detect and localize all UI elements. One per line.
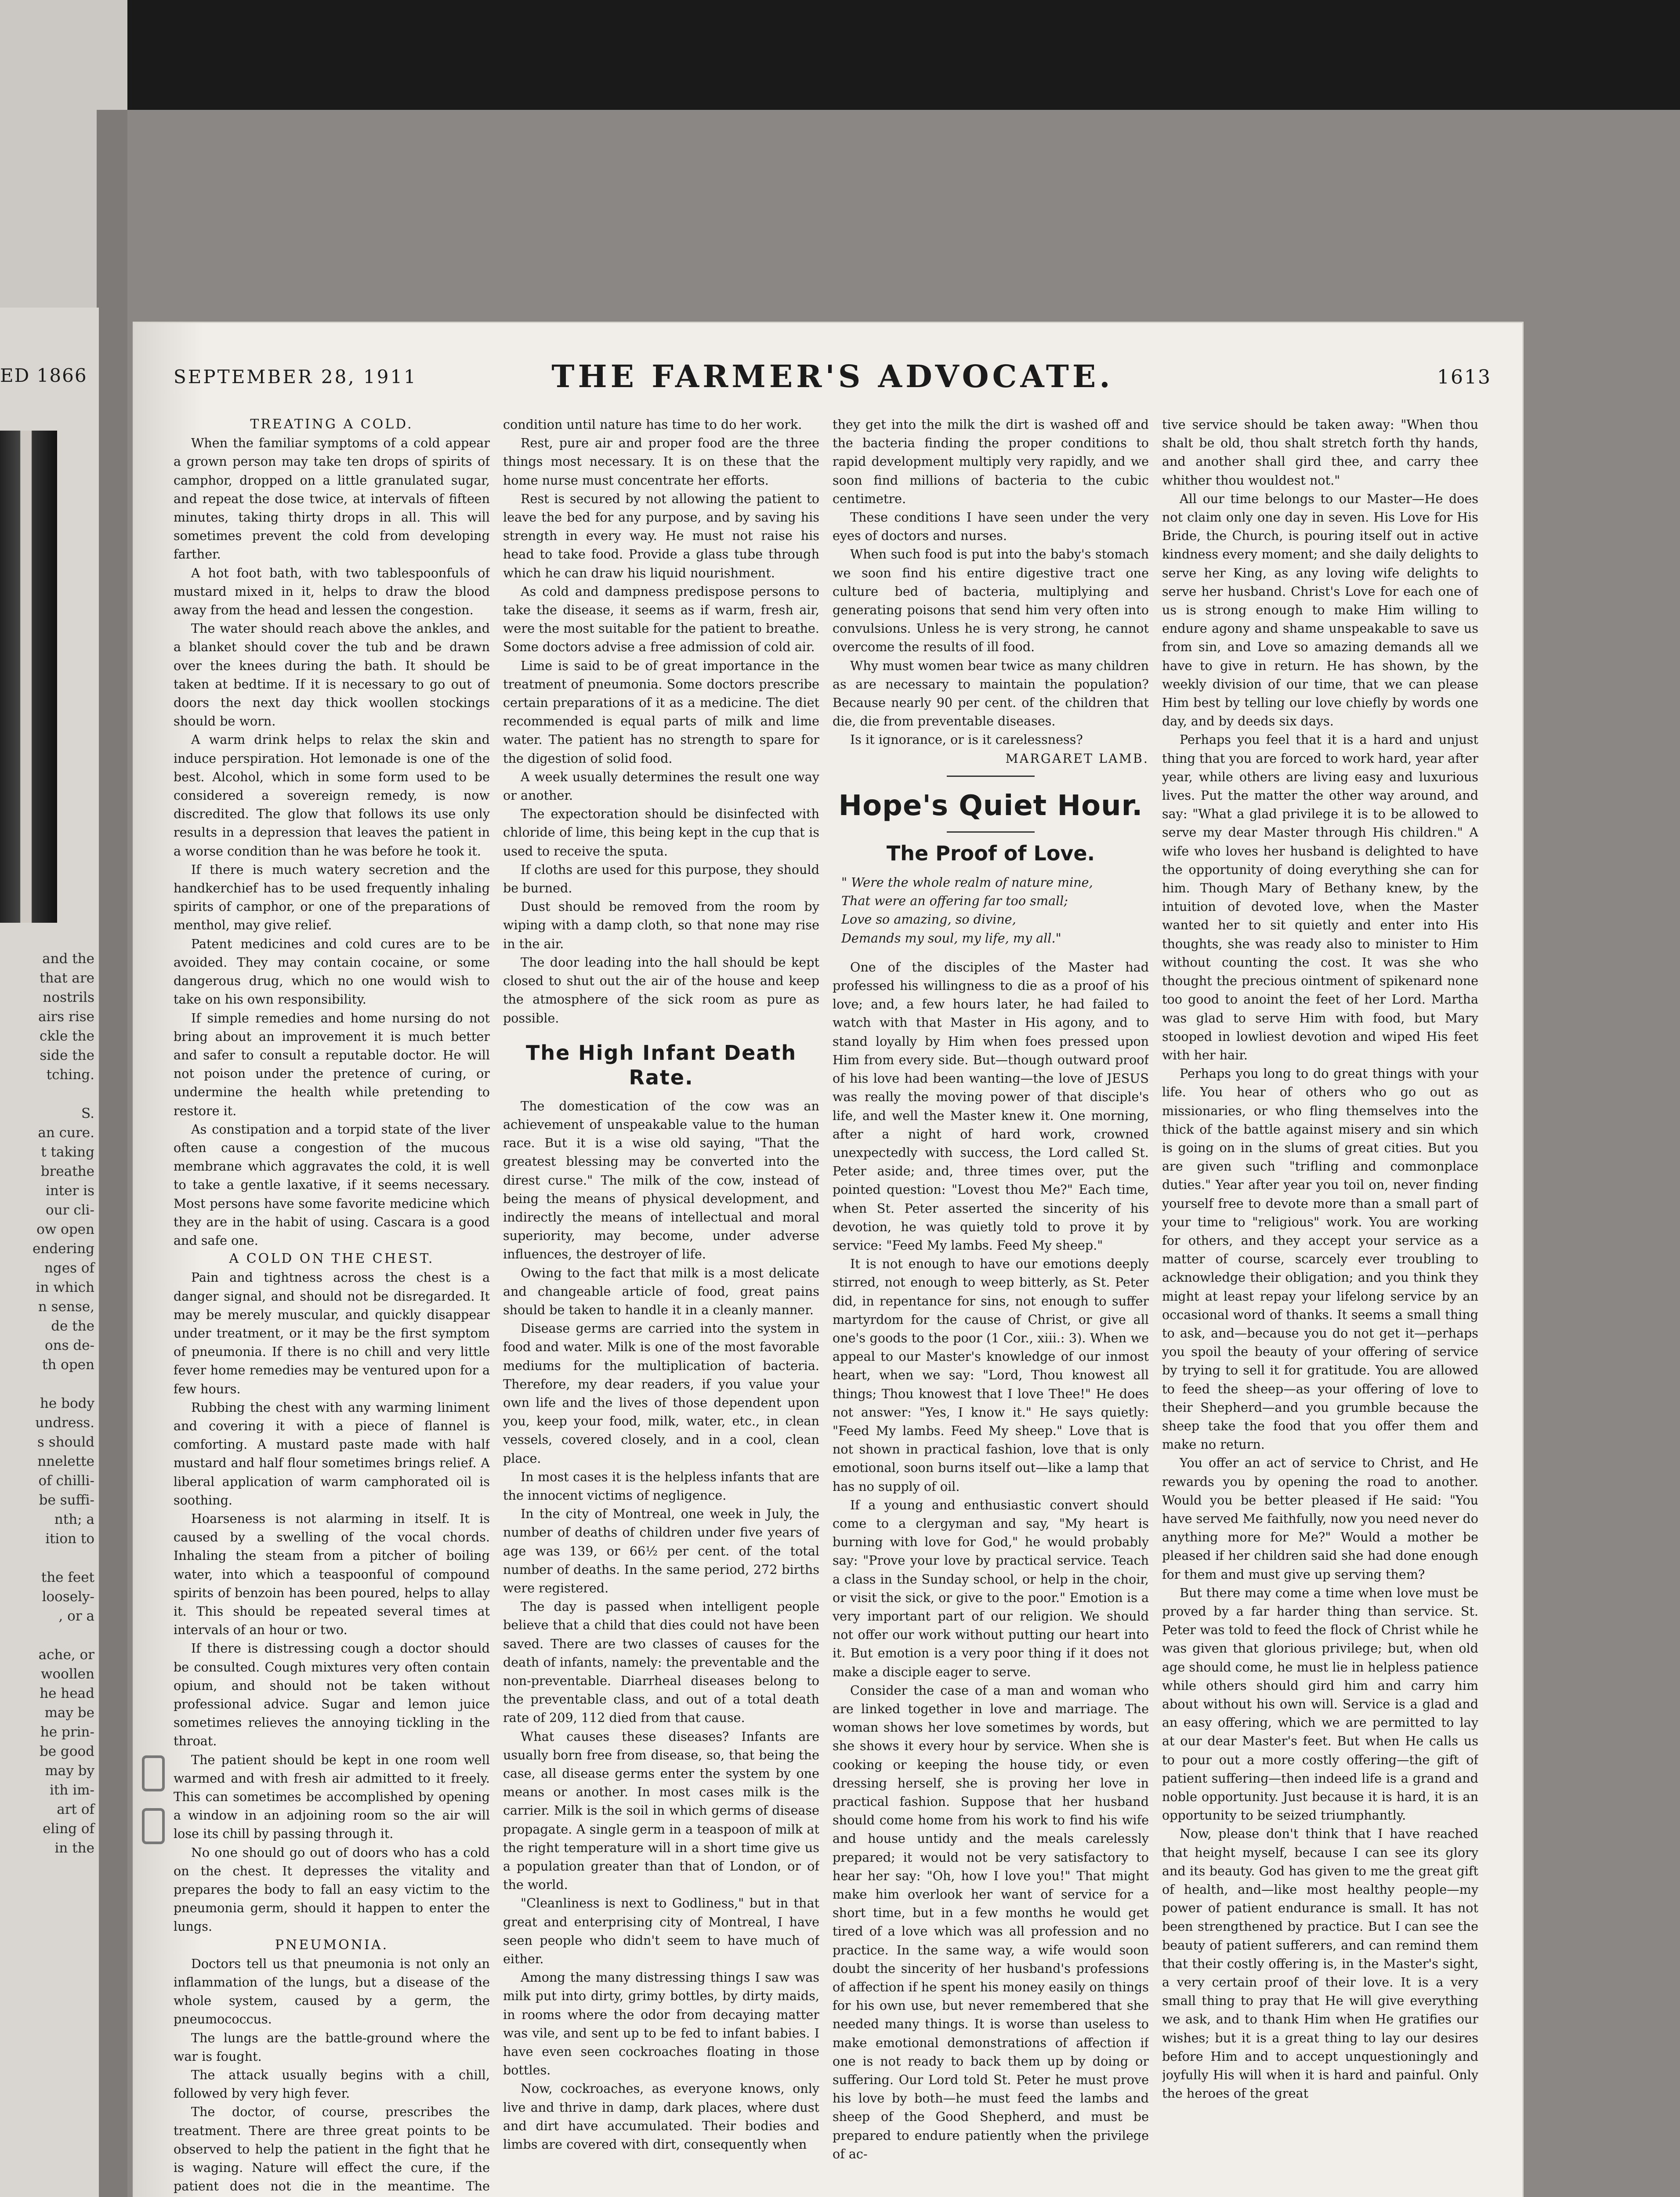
paragraph: Rubbing the chest with any warming liniment and covering it with a piece of flannel is comforting. A mustard paste made with half mustard and half flour sometimes brings relief. A liberal application of warm camphorated oil is soothing. (174, 1399, 490, 1508)
film-shadow (97, 110, 127, 2197)
paragraph: A week usually determines the result one way or another. (503, 769, 819, 803)
paragraph: Now, cockroaches, as everyone knows, only live and thrive in damp, dark places, where dust and dirt have accumulated. Their bodies and limbs are covered with dirt, consequently when (503, 2081, 819, 2152)
publication-title: THE FARMER'S ADVOCATE. (551, 358, 1114, 395)
newspaper-page (134, 323, 1522, 2197)
paragraph: What causes these diseases? Infants are usually born free from disease, so, that being the case, all disease germs enter the system by one means or another. In most cases milk is the carrier. Milk is the soil in which germs of disease propagate. A single germ in a teaspoon of milk at the right temperature will in a short time give us a population greater than that of London, or of the world. (503, 1729, 819, 1892)
paragraph: The doctor, of course, prescribes the treatment. There are three great points to be observed to help the patient in the fight that he is waging. Nature will effect the cure, if the patient does not die in the meantime. The (174, 2104, 490, 2194)
paragraph: Dust should be removed from the room by wiping with a damp cloth, so that none may rise in the air. (503, 899, 819, 951)
paragraph: tive service should be taken away: "When thou shalt be old, thou shalt stretch forth thy hands, and another shall gird thee, and carry thee whither thou wouldest not." (1162, 417, 1478, 488)
paragraph: But there may come a time when love must be proved by a far harder thing than service. St. Peter was told to feed the flock of Christ while he was given that glorious privilege; but, when old age should come, he must lie in helpless patience while others should gird him and carry him about without his own will. Service is a glad and an easy offering, which we are permitted to lay at our dear Master's feet. But when He calls us to pour out a more costly offering—the gift of patient suffering—then indeed life is a grand and noble opportunity. Just because it is hard, it is an opportunity to be seized triumphantly. (1162, 1585, 1478, 1823)
paragraph: If a young and enthusiastic convert should come to a clergyman and say, "My heart is burning with love for God," he would probably say: "Prove your love by practical service. Teach a class in the Sunday school, or help in the choir, or visit the sick, or give to the poor." Emotion is a very important part of our religion. We should not offer our work without putting our heart into it. But emotion is a very poor thing if it does not make a disciple eager to serve. (833, 1497, 1149, 1679)
paragraph: If there is distressing cough a doctor should be consulted. Cough mixtures very often contain opium, and should not be taken without professional advice. Sugar and lemon juice sometimes relieves the annoying tickling in the throat. (174, 1641, 490, 1749)
section-title-hopes-quiet-hour: Hope's Quiet Hour. (838, 789, 1143, 822)
paragraph: Rest, pure air and proper food are the three things most necessary. It is on these that the home nurse must concentrate her efforts. (503, 435, 819, 488)
paragraph: The lungs are the battle-ground where the war is fought. (174, 2030, 490, 2064)
previous-page-illustration (0, 431, 57, 923)
paragraph: If cloths are used for this purpose, they should be burned. (503, 862, 819, 896)
paragraph: Consider the case of a man and woman who are linked together in love and marriage. The woman shows her love sometimes by words, but she shows it every hour by service. When she is cooking or keeping the house tidy, or even dressing herself, she is proving her love in practical fashion. Suppose that her husband should come home from his work to find his wife and house untidy and the meals carelessly prepared; it would not be very satisfactory to hear her say: "Oh, how I love you!" That might make him overlook her want of service for a short time, but in a few months he would get tired of a love which was all profession and no practice. In the same way, a wife would soon doubt the sincerity of her husband's professions of affection if he spent his money easily on things for his own use, but never remembered that she needed many things. It is worse than useless to make emotional demonstrations of affection if one is not ready to back them up by doing or suffering. Our Lord told St. Peter he must prove his love by both—he must feed the lambs and sheep of the Good Shepherd, and must be prepared to endure patiently when the privilege of ac- (833, 1682, 1149, 2161)
paragraph: The expectoration should be disinfected with chloride of lime, this being kept in the cup that is used to receive the sputa. (503, 806, 819, 859)
poem-line: " Were the whole realm of nature mine, (841, 875, 1093, 890)
paragraph: A warm drink helps to relax the skin and induce perspiration. Hot lemonade is one of the best. Alcohol, which in some form used to be considered a sovereign remedy, is now discredited. The glow that follows its use only results in a depression that leaves the patient in a worse condition than he was before he took it. (174, 732, 490, 859)
paragraph: Is it ignorance, or is it carelessness? (850, 732, 1083, 747)
paragraph: In most cases it is the helpless infants that are the innocent victims of negligence. (503, 1469, 819, 1503)
paragraph: Perhaps you long to do great things with your life. You hear of others who go out as missionaries, or who fling themselves into the thick of the battle against misery and sin which is going on in the slums of great cities. But you are given such "trifling and commonplace duties." Year after year you toil on, never finding yourself free to devote more than a small part of your time to "religious" work. You are working for others, and they accept your service as a matter of course, scarcely ever troubling to acknowledge their obligation; and you think they might at least repay your lifelong service by an occasional word of thanks. It seems a small thing to ask, and—because you do not get it—perhaps you spoil the beauty of your offering of service by trying to sell it for gratitude. You are allowed to feed the sheep—as your offering of love to their Shepherd—and you grumble because the sheep take the food that you offer them and make no return. (1162, 1066, 1478, 1452)
paragraph: When the familiar symptoms of a cold appear a grown person may take ten drops of spirits of camphor, dropped on a little granulated sugar, and repeat the dose twice, at intervals of fifteen minutes, taking thirty drops in all. This will sometimes prevent the cold from developing farther. (174, 435, 490, 562)
paragraph: In the city of Montreal, one week in July, the number of deaths of children under five years of age was 139, or 66½ per cent. of the total number of deaths. In the same period, 272 births were registered. (503, 1506, 819, 1595)
issue-date: SEPTEMBER 28, 1911 (174, 366, 417, 388)
paragraph: The water should reach above the ankles, and a blanket should cover the tub and be drawn over the knees during the bath. It should be taken at bedtime. If it is necessary to go out of doors the next day thick woollen stockings should be worn. (174, 621, 490, 729)
paragraph: The attack usually begins with a chill, followed by very high fever. (174, 2067, 490, 2101)
paragraph: condition until nature has time to do her work. (503, 417, 802, 432)
paragraph: A hot foot bath, with two tablespoonfuls of mustard mixed in it, helps to draw the blood away from the head and lessen the congestion. (174, 565, 490, 618)
poem-line: Love so amazing, so divine, (841, 912, 1016, 927)
article-title-proof-of-love: The Proof of Love. (886, 841, 1095, 865)
paragraph: One of the disciples of the Master had professed his willingness to die as a proof of his love; and, a few hours later, he had failed to watch with that Master in His agony, and to stand loyally by Him when foes pressed upon Him from every side. But—though outward proof of his love had been wanting—the love of JESUS was really the moving power of that disciple's life, and well the Master knew it. One morning, after a night of hard work, crowned unexpectedly with success, the Lord called St. Peter aside; and, three times over, put the pointed question: "Lovest thou Me?" Each time, when St. Peter asserted the sincerity of his devotion, he was quietly told to prove it by service: "Feed My lambs. Feed My sheep." (833, 959, 1149, 1253)
paragraph: As constipation and a torpid state of the liver often cause a congestion of the mucous membrane which aggravates the cold, it is well to take a gentle laxative, if it seems necessary. Most persons have some favorite medicine which they are in the habit of using. Cascara is a good and safe one. (174, 1121, 490, 1248)
paragraph: The day is passed when intelligent people believe that a child that dies could not have been saved. There are two classes of causes for the death of infants, namely: the preventable and the non-preventable. Diarrheal diseases belong to the preventable class, and out of a total death rate of 209, 112 died from that cause. (503, 1599, 819, 1726)
binder-clip-icon (142, 1808, 165, 1844)
page-number: 1613 (1437, 366, 1492, 388)
paragraph: All our time belongs to our Master—He does not claim only one day in seven. His Love for His Bride, the Church, is pouring itself out in active kindness every moment; and she daily delights to serve her King, as any loving wife delights to serve her husband. Christ's Love for each one of us is strong enough to make Him willing to endure agony and shame unspeakable to save us from sin, and Love so amazing demands all we have to give in return. He has shown, by the weekly division of our time, that we can please Him best by telling our love chiefly by words one day, and by deeds six days. (1162, 491, 1478, 729)
previous-page-header: ED 1866 (0, 365, 87, 386)
epigraph-poem (841, 873, 1149, 947)
binder-clip-icon (142, 1755, 165, 1791)
paragraph: These conditions I have seen under the very eyes of doctors and nurses. (833, 510, 1149, 544)
paragraph: "Cleanliness is next to Godliness," but in that great and enterprising city of Montreal, I have seen people who didn't seem to have much of either. (503, 1896, 819, 1967)
paragraph: they get into the milk the dirt is washed off and the bacteria finding the proper conditions to rapid development multiply very rapidly, and we soon find millions of bacteria to the cubic centimetre. (833, 417, 1149, 506)
paragraph: No one should go out of doors who has a cold on the chest. It depresses the vitality and prepares the body to fall an easy victim to the pneumonia germ, should it happen to enter the lungs. (174, 1845, 490, 1934)
paragraph: If there is much watery secretion and the handkerchief has to be used frequently inhaling spirits of camphor, or one of the preparations of menthol, may give relief. (174, 862, 490, 933)
previous-page-text: and the that are nostrils airs rise ckle the side the tching. S. an cure. t taking breathe inter is our cli- ow open endering nges of in which n sense, de the ons de- th open he body undress. s should nnelette of chilli- be suffi- nth; a ition to the feet loosely- , or a ache, or woollen he head may be he prin- be good may by ith im- art of eling of in the (32, 951, 94, 1856)
paragraph: Rest is secured by not allowing the patient to leave the bed for any purpose, and by saving his strength in every way. He must not raise his head to take food. Provide a glass tube through which he can draw his liquid nourishment. (503, 491, 819, 580)
paragraph: Among the many distressing things I saw was milk put into dirty, grimy bottles, by dirty maids, in rooms where the odor from decaying matter was vile, and sent up to be fed to infant babies. I have even seen cockroaches floating in those bottles. (503, 1970, 819, 2078)
section-title-pneumonia: PNEUMONIA. (275, 1937, 389, 1953)
page-header (174, 358, 1492, 398)
column-1 (174, 415, 490, 2197)
paragraph: The patient should be kept in one room well warmed and with fresh air admitted to it freely. This can sometimes be accomplished by opening a window in an adjoining room so the air will lose its chill by passing through it. (174, 1752, 490, 1842)
paragraph: When such food is put into the baby's stomach we soon find his entire digestive tract one culture bed of bacteria, multiplying and generating poisons that send him very often into convulsions. Unless he is very strong, he cannot overcome the results of ill food. (833, 547, 1149, 655)
paragraph: Doctors tell us that pneumonia is not only an inflammation of the lungs, but a disease of the whole system, caused by a germ, the pneumococcus. (174, 1956, 490, 2027)
paragraph: Patent medicines and cold cures are to be avoided. They may contain cocaine, or some dangerous drug, which no one would wish to take on his own responsibility. (174, 936, 490, 1007)
paragraph: Lime is said to be of great importance in the treatment of pneumonia. Some doctors prescribe certain preparations of it as a medicine. The diet recommended is equal parts of milk and lime water. The patient has no strength to spare for the digestion of solid food. (503, 658, 819, 766)
paragraph: Why must women bear twice as many children as are necessary to maintain the population? Because nearly 90 per cent. of the children that die, die from preventable diseases. (833, 658, 1149, 729)
paragraph: Owing to the fact that milk is a most delicate and changeable article of food, great pains should be taken to handle it in a cleanly manner. (503, 1265, 819, 1317)
paragraph: Perhaps you feel that it is a hard and unjust thing that you are forced to work hard, year after year, while others are living easy and luxurious lives. Put the matter the other way around, and say: "What a glad privilege it is to be allowed to serve my dear Master through His children." A wife who loves her husband is delighted to have the opportunity of doing everything she can for him. Though Mary of Bethany knew, by the intuition of devoted love, when the Master wanted her to sit quietly and enter into His thoughts, she was ready also to minister to Him without counting the cost. It was she who thought the precious ointment of spikenard none too good to anoint the feet of her Lord. Martha was glad to serve Him with food, but Mary stooped in lowliest devotion and wiped His feet with her hair. (1162, 732, 1478, 1062)
paragraph: Now, please don't think that I have reached that height myself, because I can see its glory and its beauty. God has given to me the great gift of health, and—like most healthy people—my power of patient endurance is small. It has not been strengthened by practice. But I can see the beauty of patient sufferers, and can remind them that their costly offering is, in the Master's sight, a very certain proof of their love. It is a very small thing to pray that He will give everything we ask, and to thank Him when He gratifies our wishes; but it is a great thing to lay our desires before Him and to accept unquestioningly and joyfully His will when it is hard and painful. Only the heroes of the great (1162, 1826, 1478, 2101)
article-title-infant-death-rate: The High Infant Death Rate. (525, 1040, 797, 1089)
paragraph: You offer an act of service to Christ, and He rewards you by opening the road to another. Would you be better pleased if He said: "You have served Me faithfully, now you need never do anything more for Me?" Would a mother be pleased if her children said she had done enough for them and must give up serving them? (1162, 1455, 1478, 1582)
author-signature: MARGARET LAMB. (1005, 750, 1149, 766)
divider (947, 831, 1035, 833)
section-title-cold-on-chest: A COLD ON THE CHEST. (229, 1251, 434, 1267)
paragraph: Pain and tightness across the chest is a danger signal, and should not be disregarded. It may be merely muscular, and quickly disappear under treatment, or it may be the first symptom of pneumonia. If there is no chill and very little fever home remedies may be ventured upon for a few hours. (174, 1270, 490, 1396)
poem-line: Demands my soul, my life, my all." (841, 930, 1061, 946)
paragraph: The door leading into the hall should be kept closed to shut out the air of the house and keep the atmosphere of the sick room as pure as possible. (503, 954, 819, 1026)
paragraph: As cold and dampness predispose persons to take the disease, it seems as if warm, fresh air, were the most suitable for the patient to breathe. Some doctors advise a free admission of cold air. (503, 584, 819, 655)
article-title-treating-a-cold: TREATING A COLD. (250, 417, 413, 432)
paragraph: It is not enough to have our emotions deeply stirred, not enough to weep bitterly, as St. Peter did, in repentance for sins, not enough to suffer martyrdom for the cause of Christ, or give all one's goods to the poor (1 Cor., xiii.: 3). When we appeal to our Master's knowledge of our inmost heart, when we say: "Lord, Thou knowest all things; Thou knowest that I love Thee!" He does not answer: "Yes, I know it." He says quietly: "Feed My lambs. Feed My sheep." Love that is not shown in practical fashion, love that is only emotional, soon burns itself out—like a lamp that has no supply of oil. (833, 1256, 1149, 1494)
column-2 (503, 415, 819, 2197)
poem-line: That were an offering far too small; (841, 893, 1068, 909)
paragraph: The domestication of the cow was an achievement of unspeakable value to the human race. But it is a wise old saying, "That the greatest blessing may be converted into the direst curse." The milk of the cow, instead of being the means of physical development, and indirectly the means of intellectual and moral superiority, may become, under adverse influences, the destroyer of life. (503, 1098, 819, 1262)
divider (947, 776, 1035, 777)
paragraph: If simple remedies and home nursing do not bring about an improvement it is much better and safer to consult a reputable doctor. He will not poison under the pretence of curing, or undermine the health while pretending to restore it. (174, 1010, 490, 1118)
previous-page-edge (0, 308, 99, 2197)
column-4 (1162, 415, 1478, 2197)
paragraph: Hoarseness is not alarming in itself. It is caused by a swelling of the vocal chords. Inhaling the steam from a pitcher of boiling water, into which a teaspoonful of compound spirits of benzoin has been poured, helps to allay it. This should be repeated several times at intervals of an hour or two. (174, 1511, 490, 1638)
paragraph: Disease germs are carried into the system in food and water. Milk is one of the most favorable mediums for the multiplication of bacteria. Therefore, my dear readers, if you value your own life and the lives of those dependent upon you, keep your food, milk, water, etc., in clean vessels, covered closely, and in a cool, clean place. (503, 1321, 819, 1466)
column-3 (833, 415, 1149, 2197)
film-border-top (0, 0, 1680, 110)
